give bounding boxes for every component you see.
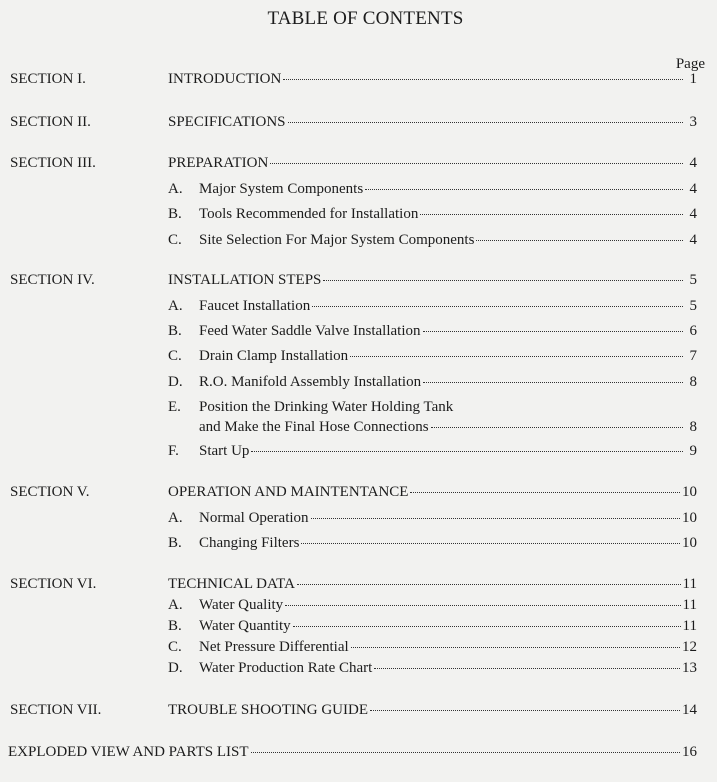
- toc-entry-preparation[interactable]: [168, 155, 697, 172]
- toc-subentry[interactable]: [168, 232, 697, 249]
- entry-title: TECHNICAL DATA: [168, 576, 295, 592]
- entry-title: Water Quantity: [199, 618, 291, 634]
- dot-leader: [423, 331, 683, 332]
- dot-leader: [312, 306, 683, 307]
- page-number: 13: [682, 660, 697, 676]
- page-number: 4: [689, 181, 697, 197]
- toc-subentry[interactable]: [168, 348, 697, 365]
- toc-subentry[interactable]: [168, 660, 697, 677]
- section-2-label: SECTION II.: [10, 114, 91, 130]
- dot-leader: [323, 280, 683, 281]
- toc-subentry[interactable]: [168, 323, 697, 340]
- page-number: 5: [689, 298, 697, 314]
- dot-leader: [351, 647, 680, 648]
- entry-title: Net Pressure Differential: [199, 639, 349, 655]
- page-number: 10: [682, 484, 697, 500]
- entry-title: SPECIFICATIONS: [168, 114, 286, 130]
- toc-subentry[interactable]: [168, 535, 697, 552]
- toc-subentry[interactable]: [168, 618, 697, 635]
- dot-leader: [251, 752, 680, 753]
- entry-title: Position the Drinking Water Holding Tank: [199, 399, 454, 415]
- entry-title: Major System Components: [199, 181, 364, 197]
- section-1-label: SECTION I.: [10, 71, 86, 87]
- entry-title: Drain Clamp Installation: [199, 348, 349, 364]
- dot-leader: [301, 543, 680, 544]
- entry-letter: C.: [168, 232, 182, 248]
- toc-subentry[interactable]: [168, 298, 697, 315]
- page-number: 11: [682, 597, 697, 613]
- toc-entry-specifications[interactable]: [168, 114, 697, 131]
- entry-title: Water Production Rate Chart: [199, 660, 373, 676]
- toc-subentry[interactable]: [168, 374, 697, 391]
- entry-letter: F.: [168, 443, 179, 459]
- toc-subentry[interactable]: [168, 510, 697, 527]
- page-number: 11: [682, 618, 697, 634]
- entry-title: TROUBLE SHOOTING GUIDE: [168, 702, 368, 718]
- page-number: 14: [682, 702, 697, 718]
- toc-entry-trouble-shooting[interactable]: [168, 702, 697, 719]
- dot-leader: [288, 122, 683, 123]
- page-number: 10: [682, 510, 697, 526]
- page-number: 4: [689, 232, 697, 248]
- page-number: 8: [689, 374, 697, 390]
- entry-letter: A.: [168, 597, 183, 613]
- entry-letter: B.: [168, 323, 182, 339]
- toc-subentry-first-line[interactable]: [168, 399, 697, 416]
- entry-title: PREPARATION: [168, 155, 269, 171]
- section-5-label: SECTION V.: [10, 484, 90, 500]
- section-6-label: SECTION VI.: [10, 576, 97, 592]
- dot-leader: [283, 79, 683, 80]
- entry-title-continued: and Make the Final Hose Connections: [199, 419, 429, 435]
- toc-entry-operation-maintenance[interactable]: [168, 484, 697, 501]
- entry-title: R.O. Manifold Assembly Installation: [199, 374, 422, 390]
- entry-title: Water Quality: [199, 597, 284, 613]
- entry-letter: B.: [168, 618, 182, 634]
- entry-title: Feed Water Saddle Valve Installation: [199, 323, 421, 339]
- page-number: 1: [689, 71, 697, 87]
- dot-leader: [431, 427, 683, 428]
- page-number: 11: [682, 576, 697, 592]
- dot-leader: [270, 163, 683, 164]
- entry-title: OPERATION AND MAINTENTANCE: [168, 484, 409, 500]
- dot-leader: [423, 382, 683, 383]
- entry-title: Faucet Installation: [199, 298, 311, 314]
- entry-letter: C.: [168, 348, 182, 364]
- entry-letter: B.: [168, 206, 182, 222]
- entry-title: Normal Operation: [199, 510, 309, 526]
- page-column-header: Page: [675, 56, 705, 72]
- toc-entry-technical-data[interactable]: [168, 576, 697, 593]
- entry-letter: C.: [168, 639, 182, 655]
- toc-entry-introduction[interactable]: [168, 71, 697, 88]
- page-number: 7: [689, 348, 697, 364]
- page-number: 9: [689, 443, 697, 459]
- dot-leader: [297, 584, 681, 585]
- page-number: 5: [689, 272, 697, 288]
- page-title: TABLE OF CONTENTS: [267, 8, 464, 29]
- page-number: 10: [682, 535, 697, 551]
- page-number: 4: [689, 155, 697, 171]
- dot-leader: [251, 451, 683, 452]
- page-number: 6: [689, 323, 697, 339]
- entry-title: INSTALLATION STEPS: [168, 272, 322, 288]
- dot-leader: [293, 626, 681, 627]
- dot-leader: [365, 189, 683, 190]
- dot-leader: [374, 668, 680, 669]
- entry-letter: A.: [168, 298, 183, 314]
- toc-entry-exploded-view[interactable]: [8, 744, 697, 761]
- entry-title: INTRODUCTION: [168, 71, 282, 87]
- dot-leader: [410, 492, 680, 493]
- entry-letter: E.: [168, 399, 181, 415]
- page-number: 3: [689, 114, 697, 130]
- toc-entry-installation-steps[interactable]: [168, 272, 697, 289]
- toc-subentry[interactable]: [168, 206, 697, 223]
- entry-letter: A.: [168, 510, 183, 526]
- toc-subentry-continuation[interactable]: [199, 419, 697, 436]
- dot-leader: [311, 518, 680, 519]
- entry-title: Start Up: [199, 443, 250, 459]
- toc-subentry[interactable]: [168, 597, 697, 614]
- section-7-label: SECTION VII.: [10, 702, 102, 718]
- section-3-label: SECTION III.: [10, 155, 96, 171]
- dot-leader: [370, 710, 680, 711]
- section-4-label: SECTION IV.: [10, 272, 95, 288]
- dot-leader: [476, 240, 683, 241]
- dot-leader: [350, 356, 683, 357]
- entry-letter: D.: [168, 374, 183, 390]
- entry-letter: B.: [168, 535, 182, 551]
- page-number: 8: [689, 419, 697, 435]
- entry-title: Changing Filters: [199, 535, 300, 551]
- entry-letter: A.: [168, 181, 183, 197]
- entry-title: Tools Recommended for Installation: [199, 206, 419, 222]
- dot-leader: [285, 605, 680, 606]
- page-number: 4: [689, 206, 697, 222]
- entry-title: EXPLODED VIEW AND PARTS LIST: [8, 744, 249, 760]
- entry-title: Site Selection For Major System Components: [199, 232, 475, 248]
- toc-subentry[interactable]: [168, 443, 697, 460]
- dot-leader: [420, 214, 683, 215]
- entry-letter: D.: [168, 660, 183, 676]
- toc-subentry[interactable]: [168, 639, 697, 656]
- toc-subentry[interactable]: [168, 181, 697, 198]
- page-number: 16: [682, 744, 697, 760]
- page-number: 12: [682, 639, 697, 655]
